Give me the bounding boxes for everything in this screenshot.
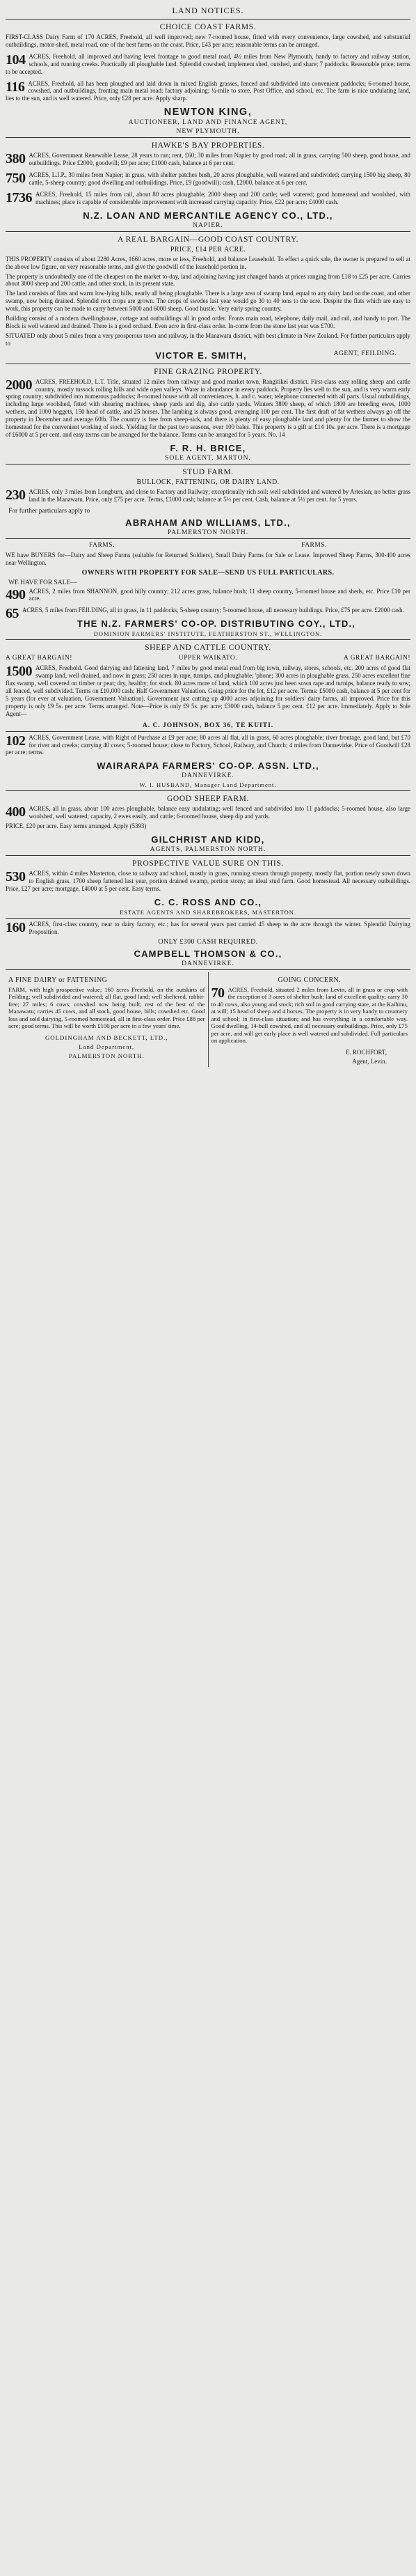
ad-paragraph: WE have BUYERS for—Dairy and Sheep Farms (suitable for Returned Soldiers), Small Dairy Farms for Sale or Lease. Improved Sheep Farms, 300-400 acres near Wellington. — [6, 551, 410, 566]
agent-location: NEW PLYMOUTH. — [176, 128, 240, 136]
ad-paragraph: 2000 ACRES, FREEHOLD, L.T. Title, situated 12 miles from railway and good market town, Rangitikei district. First-class easy rolling sheep and cattle country, mostly tussock rolling hills and wide open valleys. Water in abundance in every paddock. Property lies well to the sun, and is very warm early spring country; subdivided into numerous paddocks; 8-roomed house with all conveniences, h. and c. water, telephone connected with all parts. Usual outbuildings, including large woolshed, fitted with shearing machines, sheep yards and dip, also cattle yards. Winters 3800 sheep, of which 1800 are breeding ewes, 1000 wethers, and 1000 hoggets, 150 head of cattle, and 25 horses. The lambing is always good, averaging 100 per cent. The first draft of fat wethers always go off the property in December and average 60lb. The country is free from sheep-sick, and there is plenty of easy ploughable land and plenty for the farmer to show the homestead for the convenient working of stock. Yielding for the past two seasons, over 100 bales. This property is a gift at £14 10s. per acre. There is a mortgage of £6000 at 5 per cent. and easy terms can be arranged for the balance. Terms can be arranged for 5 years. No. 14 — [6, 377, 410, 438]
location-label: UPPER WAIKATO. — [178, 655, 238, 662]
agent-location: DOMINION FARMERS' INSTITUTE, FEATHERSTON ST., WELLINGTON. — [93, 630, 323, 638]
ad-paragraph: PRICE, £20 per acre. Easy terms arranged. Apply (5393) — [6, 822, 147, 830]
bottom-columns — [6, 972, 410, 1067]
ad-paragraph: 230 ACRES, only 3 miles from Longburn, and close to Factory and Railway; exceptionally rich soil; well subdivided and watered by Artesian; no better grass land in the Manawatu. Price, only £75 per acre. Terms, £1000 cash; balance at 5½ per cent. Cash, balance at 5½ per cent. for 5 years. — [6, 487, 410, 503]
page-header: LAND NOTICES. — [172, 6, 244, 15]
owners-notice: OWNERS WITH PROPERTY FOR SALE—SEND US FULL PARTICULARS. — [81, 568, 335, 577]
agent-location: DANNEVIRKE. — [182, 772, 234, 780]
agent-name: VICTOR E. SMITH, — [155, 350, 247, 361]
left-column — [6, 972, 209, 1067]
agent-location: DANNEVIRKE. — [182, 960, 234, 967]
agent-location: ESTATE AGENTS AND SHAREBROKERS, MASTERTON. — [119, 908, 297, 916]
section-title-prospective: PROSPECTIVE VALUE SURE ON THIS. — [132, 859, 284, 868]
agent-location: PALMERSTON NORTH. — [68, 1052, 145, 1059]
ad-paragraph: FARM, with high prospective value; 160 acres Freehold, on the outskirts of Feilding; well subdivided and watered; all flat, good land; well sheltered, rabbit-free; 27 miles; 6 cows; cowshed now being built; rest of the best of the Manawatu; carries 45 cows, and all stock, good house, bills; cowshed etc. Good loss and sold dairying, 5-roomed homestead, all in first-class order. Price £88 per acre; good terms. This will be worth £100 per acre in a few years' time. — [8, 985, 205, 1030]
choice-ads — [6, 33, 410, 102]
section-title-hawkes: HAWKE'S BAY PROPERTIES. — [151, 141, 265, 150]
divider — [6, 231, 410, 232]
ad-paragraph: 1500 ACRES, Freehold. Good dairying and fattening land, 7 miles by good metal road from big town, railway, stores, schools, etc. 200 acres of good flat swamp land, well drained, and now in grass; 250 acres in rape, turnips, and ploughable; 'phone; 300 acres in ploughable grass. 250 acres excellent fine flax swamp, well covered on timber or peat; dry, healthy; for stock. 80 acres more of land, which 100 acres just been sown rape and turnips, balance ready to sow; all fenced, well subdivided. Terms on £10,000 cash; Half Government Valuation. Going price for the lot, £12 per acre. Terms: £5000 cash, balance at 5 per cent for 5 years (for ever at valuation, Government Valuation). Government just cutting up 4000 acres adjoining for soldiers' dairy farms, all improved. Price for this property is only £9 5s. per acre. Terms arranged. Note—Price is only £9 5s. per acre; £3000 cash, balance 5 per cent. £12 per acre. Immediately. Apply to Sole Agent— — [6, 664, 410, 717]
section-title-stud: STUD FARM. — [182, 467, 234, 476]
agent-name: CAMPBELL THOMSON & CO., — [134, 948, 282, 959]
ad-paragraph: 380 ACRES, Government Renewable Lease, 28 years to run; rent, £60; 30 miles from Napier by good road; all in grass, carrying 500 sheep, good house, and outbuildings. Price £2000, goodwill; £9 per acre; £1000 cash, balance at 6 per cent. — [6, 151, 410, 167]
ad-paragraph: 65 ACRES, 5 miles from FEILDING, all in grass, in 11 paddocks, 5-sheep country; 5-roomed house, all necessary buildings. Price, £75 per acre. £2000 cash. — [6, 606, 404, 622]
section-title-bargain: A REAL BARGAIN—GOOD COAST COUNTRY. — [117, 235, 299, 244]
ad-heading: GOING CONCERN. — [278, 976, 342, 984]
section-title-farms: FARMS. — [301, 541, 327, 549]
agent-manager: W. I. HUSBAND, Manager Land Department. — [139, 781, 277, 789]
ad-heading: A FINE DAIRY or FATTENING — [8, 976, 108, 984]
section-title-good-sheep: GOOD SHEEP FARM. — [167, 795, 249, 804]
divider — [6, 918, 410, 919]
divider — [6, 790, 410, 791]
divider — [6, 639, 410, 640]
agent-name: GILCHRIST AND KIDD, — [151, 834, 265, 845]
ad-paragraph: The property is undoubtedly one of the cheapest on the market to-day, land adjoining having just changed hands at prices ranging from £18 to £25 per acre. Carries about 3000 sheep and 200 cattle, and other stock, in its present state. — [6, 272, 410, 288]
ad-paragraph: 400 ACRES, all in grass, about 100 acres ploughable, balance easy undulating; well fenced and subdivided into 11 paddocks; 5-roomed house, also large woolshed, well watered; capacity, 2 ewes easily, and cattle; 6-roomed house, sheep dip and yards. — [6, 804, 410, 820]
ad-paragraph: 530 ACRES, within 4 miles Masterton, close to railway and school, mostly in grass, running stream through property, mostly flat, portion newly sown down to English grass. 1700 sheep fattened last year, portion drained swamp, portion stony; an ideal stud farm. Good homestead. All necessary outbuildings. Price, £27 per acre; mortgage, £4000 at 5 per cent. Easy terms. — [6, 869, 410, 892]
agent-name: E. ROCHFORT, — [345, 1048, 387, 1056]
agent-location: Agent, Levin. — [352, 1057, 387, 1065]
agent-name: C. C. ROSS AND CO., — [154, 896, 262, 907]
agent-title: AUCTIONEER, LAND AND FINANCE AGENT, — [128, 119, 288, 127]
ad-paragraph: 160 ACRES, first-class country, near to dairy factory, etc.; has for several years past carried 45 sheep to the acre through the winter. Splendid Dairying Proposition. — [6, 919, 410, 935]
section-subtitle: PRICE, £14 PER ACRE. — [170, 245, 246, 253]
deposit-notice: ONLY £300 CASH REQUIRED. — [158, 937, 258, 946]
agent-row — [6, 350, 410, 361]
agent-name: N.Z. LOAN AND MERCANTILE AGENCY CO., LTD., — [83, 210, 333, 221]
agent-name: F. R. H. BRICE, — [170, 442, 246, 453]
ad-paragraph: SITUATED only about 5 miles from a very prosperous town and railway, in the Manawatu district, with best climate in New Zealand. For further particulars apply to — [6, 331, 410, 347]
section-title-farms: FARMS. — [89, 541, 115, 549]
ad-paragraph: 104 ACRES, Freehold, all improved and having level frontage to good metal road, 4½ miles from New Plymouth, handy to factory and railway station, schools, and running creeks. Practically all ploughable land. Splendid cowshed, implement shed, outshed, and share; 7 paddocks. Reasonable price; terms to be accepted. — [6, 52, 410, 75]
divider — [6, 464, 410, 465]
section-title-sheep-cattle: SHEEP AND CATTLE COUNTRY. — [145, 643, 271, 653]
ad-paragraph: FIRST-CLASS Dairy Farm of 170 ACRES, Freehold, all well improved; new 7-roomed house, fitted with every convenience, large cowshed, and substantial outbuildings, motor-shed, metal road, one of the best farms on the coast. Price, £43 per acre; reasonable terms can be arranged. — [6, 33, 410, 48]
divider — [6, 137, 410, 138]
agent-name: ABRAHAM AND WILLIAMS, LTD., — [125, 517, 291, 528]
ad-paragraph: Building consist of a modern dwellinghouse, cottage and outbuildings all in good order. Fronts main road, telephone, daily mail, and rail, and handy to port. The Block is well watered and drained. There is a good orchard. Even acre in first-class order. In-come from the stone last year was £700. — [6, 315, 410, 329]
agent-location: AGENT, FEILDING. — [333, 350, 397, 357]
bargain-row — [6, 655, 410, 662]
divider — [6, 731, 410, 732]
farms-title-row — [6, 542, 410, 549]
section-title-choice: CHOICE COAST FARMS. — [159, 23, 257, 31]
ad-paragraph: 102 ACRES, Government Lease, with Right of Purchase at £9 per acre; 80 acres all flat, all in grass, 60 acres ploughable; river frontage, good land, but £70 for river and creeks; carrying 40 cows; 5-roomed house; close to Factory, School, Railway, and Church; 4 miles from Dannevirke. Price of Goodwill £28 per acre; terms. — [6, 733, 410, 756]
ad-paragraph: 70 ACRES, Freehold, situated 2 miles from Levin, all in grass or crop with the exception of 3 acres of shelter bush; land of excellent quality; carry 30 to 40 cows, also young and stock; rich soil in good carrying state, at the Kaihinu, at will; 15 head of sheep and 4 horses. The property is in very handy to creamery and school; in first-class situation; and has everything in a comfortable way. Good dwelling, 14-bull cowshed, and all necessary outbuildings. Price, only £75 per acre, and will get early place is well watered and subdivided. Full particulars on application. — [211, 985, 408, 1045]
ad-paragraph: THIS PROPERTY consists of about 2280 Acres, 1660 acres, more or less, Freehold, and balance Leasehold. To effect a quick sale, the owner is prepared to sell at the above low figure, on very reasonable terms, and give the goodwill of the leasehold portion in. — [6, 255, 410, 270]
divider — [6, 855, 410, 856]
agent-location: AGENTS, PALMERSTON NORTH. — [150, 846, 266, 854]
ad-paragraph: 1736 ACRES, Freehold, 15 miles from rail, about 80 acres ploughable; 2000 sheep and 200 cattle; well watered; good homestead and woolshed, with machines; place is capable of considerable improvement with increased carrying capacity. Price, £22 per acre; £4000 cash. — [6, 189, 410, 205]
agent-location: NAPIER. — [193, 221, 223, 229]
bargain-right: A GREAT BARGAIN! — [344, 655, 410, 662]
agent-location: SOLE AGENT, MARTON. — [165, 454, 251, 462]
divider — [6, 538, 410, 539]
agent-name: THE N.Z. FARMERS' CO-OP. DISTRIBUTING COY., LTD., — [77, 618, 356, 630]
section-title-grazing: FINE GRAZING PROPERTY. — [154, 367, 262, 376]
agent-location: PALMERSTON NORTH. — [167, 529, 249, 536]
agent-department: Land Department, — [79, 1043, 135, 1050]
bargain-left: A GREAT BARGAIN! — [6, 655, 72, 662]
have-for-sale: WE HAVE FOR SALE— — [8, 579, 77, 586]
divider — [6, 969, 410, 970]
agent-name: NEWTON KING, — [163, 107, 253, 118]
agent-name: GOLDINGHAM AND BECKETT, LTD., — [45, 1033, 168, 1041]
ad-paragraph: 750 ACRES, L.I.P., 30 miles from Napier; in grass, with shelter patches bush, 20 acres ploughable, well watered and subdivided; carrying 1500 big sheep, 80 cattle, 5-sheep country; good dwelling and outbuildings. Price, £9 (goodwill); cash, £2000, balance at 6 per cent. — [6, 171, 410, 187]
ad-paragraph: The land consists of flats and warm low-lying hills, nearly all being ploughable. There is a large area of swamp land, equal to any dairy land on the coast, and other swamp, now being drained. Splendid root crops are grown. The crops of swedes last year would go 30 to 40 tons to the acre. Despite the flats which are easy to work, this property can be made to carry between 5000 and 6000 sheep. Good hustle. Very early spring country. — [6, 290, 410, 313]
right-column — [209, 972, 411, 1067]
agent-name: A. C. JOHNSON, BOX 36, TE KUITI. — [142, 721, 274, 729]
agent-name: WAIRARAPA FARMERS' CO-OP. ASSN. LTD., — [97, 760, 319, 772]
ad-paragraph: 116 ACRES, Freehold, all has been ploughed and laid down in mixed English grasses, fenced and subdivided into convenient paddocks; 6-roomed house, cowshed, and outbuildings, fronting main metal road; factory adjoining; ¼-mile to store, Post Office, and school, etc. The farm is nice undulating land, lies to the sun, and is well watered. Price, only £28 per acre. Apply sharp. — [6, 79, 410, 102]
section-subtitle: BULLOCK, FATTENING, OR DAIRY LAND. — [136, 478, 280, 486]
further-particulars: For further particulars apply to — [8, 507, 90, 515]
ad-paragraph: 490 ACRES, 2 miles from SHANNON, good hilly country; 212 acres grass, balance bush; 11 sheep country, 5-roomed house and sheds, etc. Price £10 per acre. — [6, 586, 410, 602]
